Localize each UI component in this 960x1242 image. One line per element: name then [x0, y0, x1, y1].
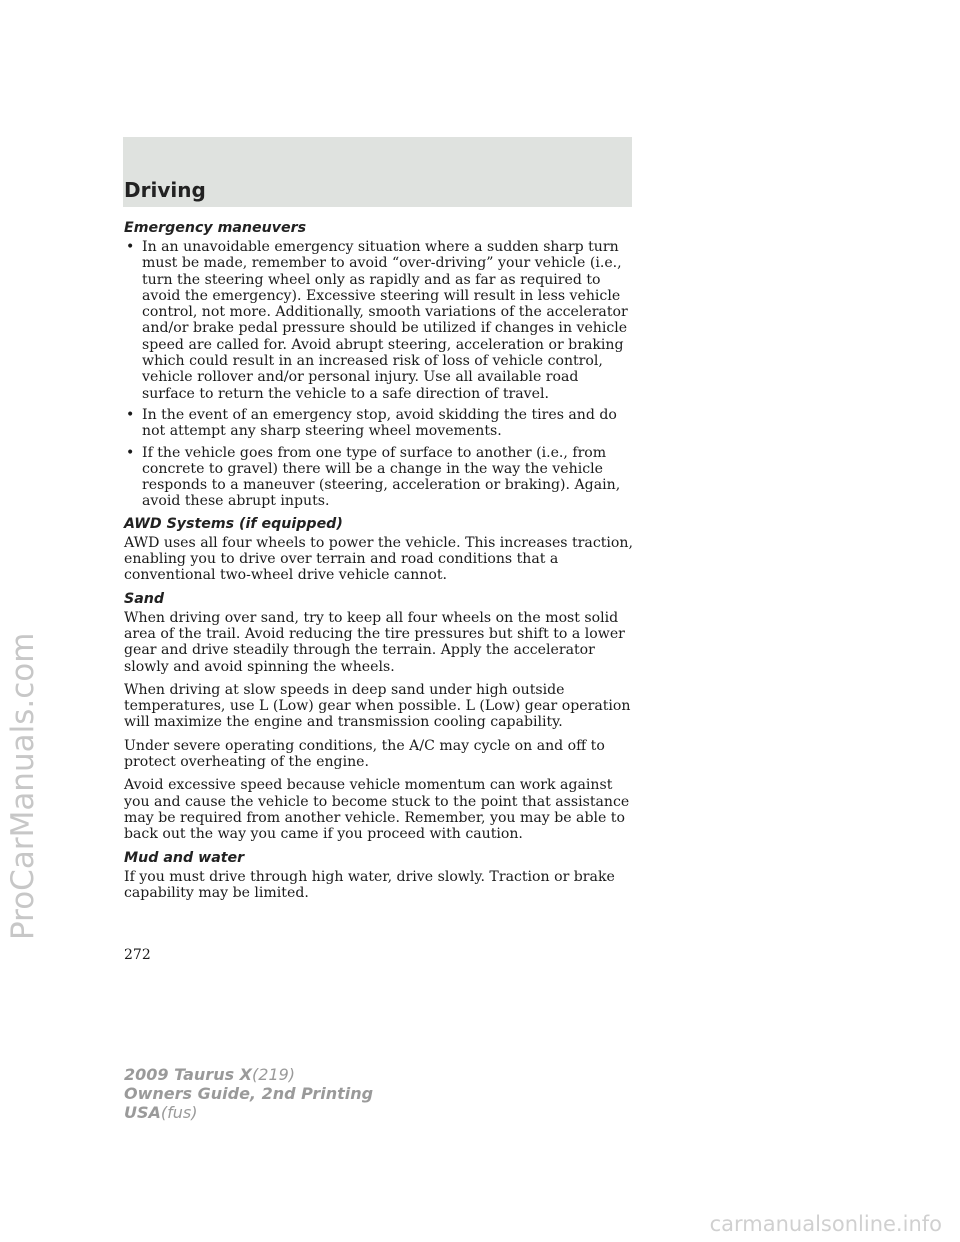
- footer-market: USA: [124, 1103, 161, 1122]
- watermark-procarmanuals: ProCarManuals.com: [5, 632, 41, 940]
- paragraph: When driving over sand, try to keep all four wheels on the most solid area of the trail. Avoid reducing the tire pressures but shift to a lower gear and drive steadily through the terrain. Apply the accelerator slowly and avoid spinning the wheels.: [124, 609, 625, 675]
- paragraph: Avoid excessive speed because vehicle momentum can work against you and cause the vehicle to become stuck to the point that assistance may be required from another vehicle. Remember, you may be able to back out the way you came if you proceed with caution.: [124, 777, 630, 843]
- emergency-bullet-list: [124, 239, 634, 510]
- footer-market-code: (fus): [160, 1103, 198, 1122]
- heading-mud-and-water: Mud and water: [124, 849, 245, 866]
- footer-line-1: [124, 1065, 373, 1084]
- paragraph: When driving at slow speeds in deep sand under high outside temperatures, use L (Low) gear when possible. L (Low) gear operation will maximize the engine and transmission cooling capability.: [124, 681, 631, 731]
- footer-edition: Owners Guide, 2nd Printing: [124, 1084, 374, 1103]
- print-footer: [124, 1065, 373, 1122]
- heading-sand: Sand: [124, 590, 165, 607]
- watermark-carmanualsonline: carmanualsonline.info: [709, 1212, 942, 1236]
- page-content: [124, 220, 634, 908]
- bullet-item: • In the event of an emergency stop, avoid skidding the tires and do not attempt any sharp steering wheel movements.: [124, 407, 634, 440]
- footer-model: 2009 Taurus X: [124, 1065, 253, 1084]
- footer-model-code: (219): [252, 1065, 296, 1084]
- section-title: Driving: [124, 178, 206, 202]
- bullet-item: • In an unavoidable emergency situation where a sudden sharp turn must be made, remember to avoid “over-driving” your vehicle (i.e., turn the steering wheel only as rapidly and as far as required to avoid the emergency). Excessive steering will result in less vehicle control, not more. Additionally, smooth variations of the accelerator and/or brake pedal pressure should be utilized if changes in vehicle speed are called for. Avoid abrupt steering, acceleration or braking which could result in an increased risk of loss of vehicle control, vehicle rollover and/or personal injury. Use all available road surface to return the vehicle to a safe direction of travel.: [124, 239, 634, 402]
- paragraph: AWD uses all four wheels to power the vehicle. This increases traction, enabling you to drive over terrain and road conditions that a conventional two-wheel drive vehicle cannot.: [124, 534, 633, 584]
- bullet-item: • If the vehicle goes from one type of surface to another (i.e., from concrete to gravel) there will be a change in the way the vehicle responds to a maneuver (steering, acceleration or braking). Again, avoid these abrupt inputs.: [124, 445, 634, 510]
- paragraph: Under severe operating conditions, the A/C may cycle on and off to protect overheating of the engine.: [124, 737, 605, 771]
- footer-line-2: [124, 1084, 373, 1103]
- page-number: 272: [124, 947, 151, 963]
- heading-emergency-maneuvers: Emergency maneuvers: [124, 220, 307, 236]
- heading-awd-systems: AWD Systems (if equipped): [124, 515, 343, 532]
- paragraph: If you must drive through high water, drive slowly. Traction or brake capability may be limited.: [124, 868, 615, 901]
- footer-line-3: [124, 1103, 373, 1122]
